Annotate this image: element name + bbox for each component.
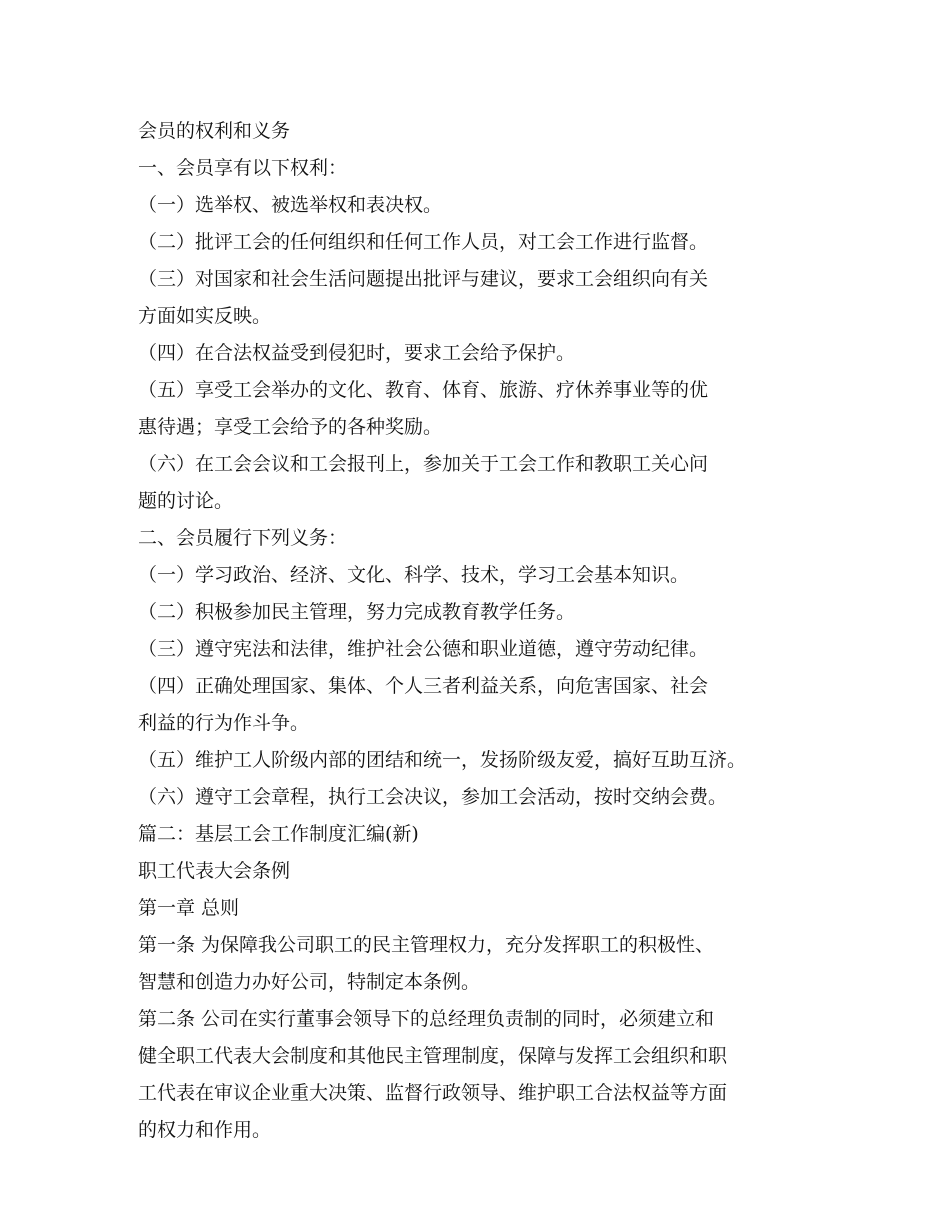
text-line: 第一条 为保障我公司职工的民主管理权力，充分发挥职工的积极性、 bbox=[138, 934, 715, 956]
chapter-heading: 篇二：基层工会工作制度汇编(新) bbox=[138, 823, 419, 845]
text-line: 惠待遇；享受工会给予的各种奖励。 bbox=[138, 416, 443, 438]
text-line: 方面如实反映。 bbox=[138, 305, 272, 327]
section-title: 会员的权利和义务 bbox=[138, 120, 291, 142]
text-line: 的权力和作用。 bbox=[138, 1119, 272, 1141]
text-line: （六）在工会会议和工会报刊上，参加关于工会工作和教职工关心问 bbox=[138, 453, 709, 475]
text-line: 智慧和创造力办好公司，特制定本条例。 bbox=[138, 971, 481, 993]
text-line: （二）批评工会的任何组织和任何工作人员，对工会工作进行监督。 bbox=[138, 231, 709, 253]
text-line: （三）对国家和社会生活问题提出批评与建议，要求工会组织向有关 bbox=[138, 268, 709, 290]
text-line: （四）正确处理国家、集体、个人三者利益关系，向危害国家、社会 bbox=[138, 675, 709, 697]
heading-duties: 二、会员履行下列义务： bbox=[138, 527, 348, 549]
text-line: 第二条 公司在实行董事会领导下的总经理负责制的同时，必须建立和 bbox=[138, 1008, 715, 1030]
text-line: 利益的行为作斗争。 bbox=[138, 712, 310, 734]
text-line: （五）享受工会举办的文化、教育、体育、旅游、疗休养事业等的优 bbox=[138, 379, 709, 401]
text-line: （一）选举权、被选举权和表决权。 bbox=[138, 194, 443, 216]
text-line: （五）维护工人阶级内部的团结和统一，发扬阶级友爱，搞好互助互济。 bbox=[138, 749, 747, 771]
text-line: （三）遵守宪法和法律，维护社会公德和职业道德，遵守劳动纪律。 bbox=[138, 638, 709, 660]
text-line: 题的讨论。 bbox=[138, 490, 234, 512]
heading-rights: 一、会员享有以下权利： bbox=[138, 157, 348, 179]
text-line: （六）遵守工会章程，执行工会决议，参加工会活动，按时交纳会费。 bbox=[138, 786, 728, 808]
text-line: 工代表在审议企业重大决策、监督行政领导、维护职工合法权益等方面 bbox=[138, 1082, 728, 1104]
text-line: 健全职工代表大会制度和其他民主管理制度，保障与发挥工会组织和职 bbox=[138, 1045, 728, 1067]
regulation-title: 职工代表大会条例 bbox=[138, 860, 291, 882]
text-line: （二）积极参加民主管理，努力完成教育教学任务。 bbox=[138, 601, 576, 623]
document-body bbox=[138, 113, 828, 1149]
text-line: （一）学习政治、经济、文化、科学、技术，学习工会基本知识。 bbox=[138, 564, 690, 586]
text-line: （四）在合法权益受到侵犯时，要求工会给予保护。 bbox=[138, 342, 576, 364]
chapter-one-heading: 第一章 总则 bbox=[138, 897, 240, 919]
